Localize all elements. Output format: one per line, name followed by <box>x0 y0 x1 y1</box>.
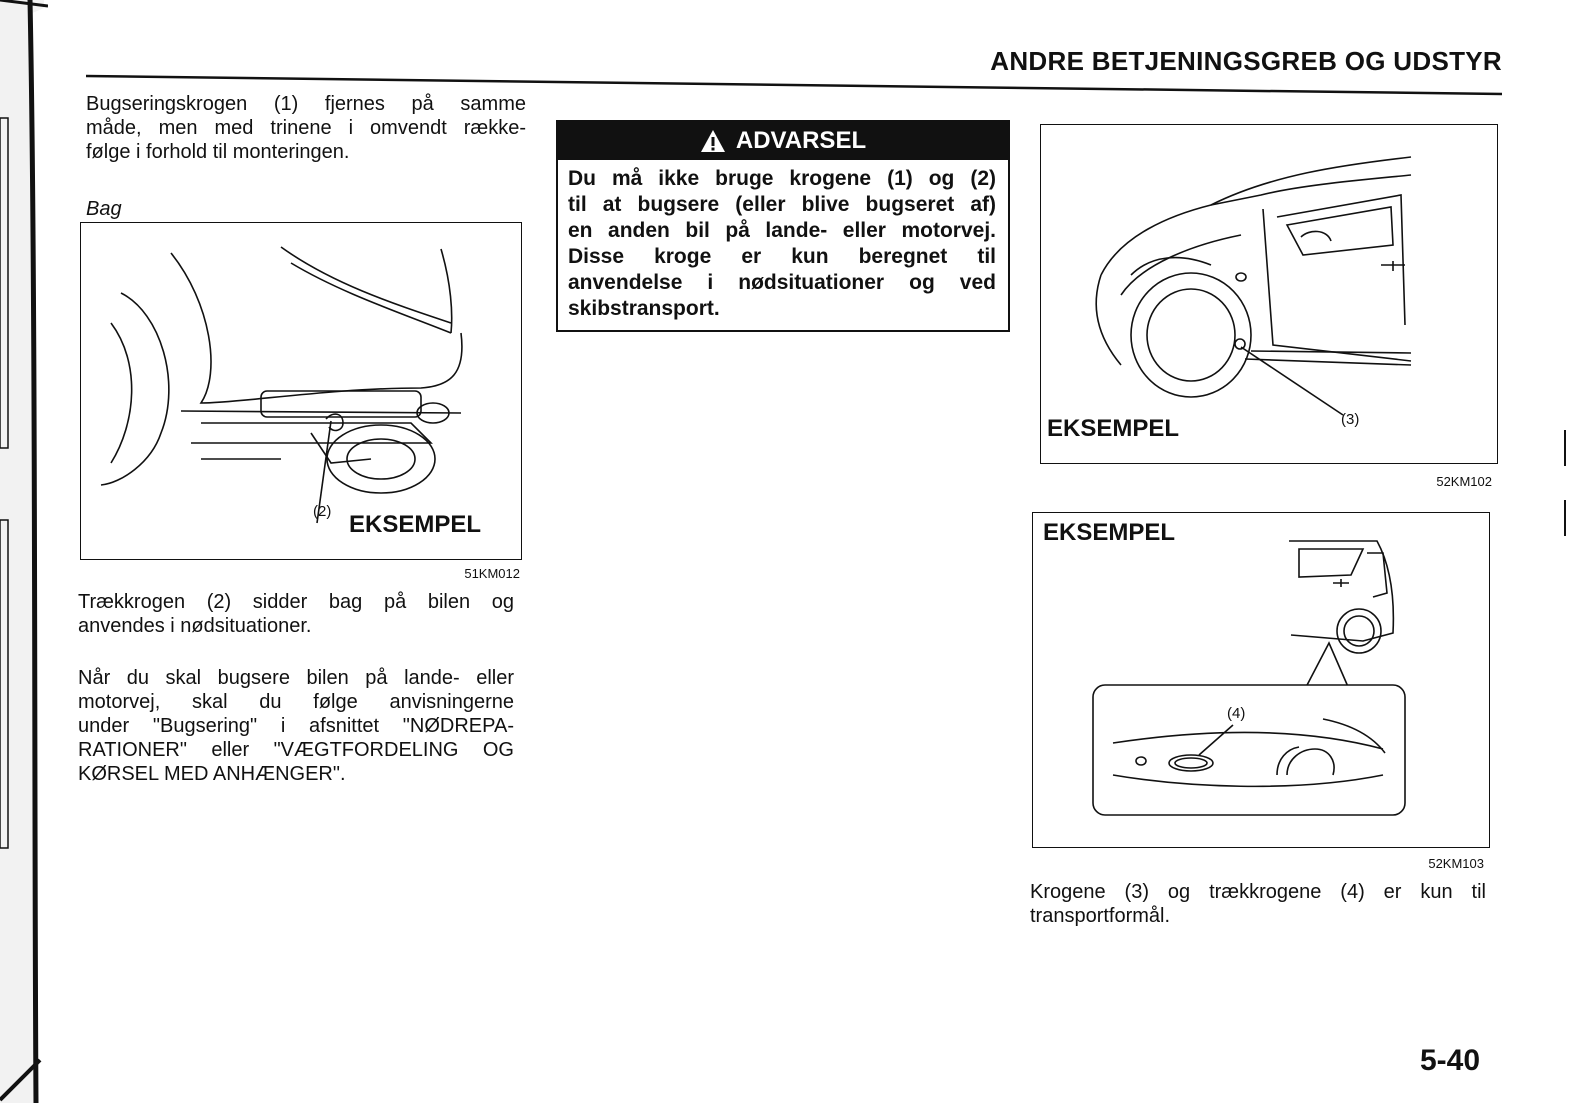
paragraph-line: KØRSEL MED ANHÆNGER". <box>78 763 346 785</box>
example-label: EKSEMPEL <box>349 511 482 538</box>
paragraph-line: anvendes i nødsituationer. <box>78 615 312 637</box>
page-number: 5-40 <box>1420 1044 1481 1077</box>
figure-bag-label: Bag <box>86 198 122 220</box>
intro-line: Bugseringskrogen (1) fjernes på samme <box>86 93 526 115</box>
paragraph-line: RATIONER" eller "VÆGTFORDELING OG <box>78 739 514 761</box>
paragraph-line: under "Bugsering" i afsnittet "NØDREPA- <box>78 715 514 737</box>
front-car-illustration <box>1041 125 1497 463</box>
warning-title: ADVARSEL <box>735 127 867 154</box>
paragraph-bugsere <box>78 666 514 786</box>
warning-box <box>556 120 1010 332</box>
warning-header <box>558 122 1008 160</box>
warning-line: en anden bil på lande- eller motorvej. <box>568 219 996 242</box>
margin-marks <box>1560 420 1570 540</box>
example-label: EKSEMPEL <box>1043 519 1176 546</box>
paragraph-line: motorvej, skal du følge anvisningerne <box>78 691 514 713</box>
callout-4: (4) <box>1227 705 1246 722</box>
warning-line: Disse kroge er kun beregnet til <box>568 245 996 268</box>
paragraph-line: Krogene (3) og trækkrogene (4) er kun til <box>1030 881 1486 903</box>
figure-front-hook <box>1040 124 1498 464</box>
intro-paragraph <box>86 92 526 164</box>
figure-rear-towhook <box>80 222 522 560</box>
intro-line: følge i forhold til monteringen. <box>86 141 350 163</box>
warning-line: anvendelse i nødsituationer og ved <box>568 271 996 294</box>
paragraph-krogene <box>1030 880 1486 928</box>
warning-line: skibstransport. <box>568 297 720 320</box>
example-label: EKSEMPEL <box>1047 415 1180 442</box>
figure-code: 52KM103 <box>1428 856 1484 871</box>
rear-car-illustration <box>1033 513 1489 847</box>
figure-code: 51KM012 <box>464 566 520 581</box>
paragraph-line: Når du skal bugsere bilen på lande- eller <box>78 667 514 689</box>
callout-2: (2) <box>313 503 332 520</box>
figure-rear-hook <box>1032 512 1490 848</box>
rear-underbody-illustration <box>81 223 521 559</box>
paragraph-line: transportformål. <box>1030 905 1171 927</box>
page-header-title: ANDRE BETJENINGSGREB OG UDSTYR <box>990 46 1502 76</box>
paragraph-trekkrogen <box>78 590 514 638</box>
page-binding-edge <box>0 0 48 1103</box>
paragraph-line: Trækkrogen (2) sidder bag på bilen og <box>78 591 514 613</box>
intro-line: måde, men med trinene i omvendt række- <box>86 117 526 139</box>
callout-3: (3) <box>1341 411 1360 428</box>
warning-text <box>568 166 996 322</box>
warning-line: til at bugsere (eller blive bugseret af) <box>568 193 996 216</box>
warning-triangle-icon <box>700 129 726 153</box>
warning-line: Du må ikke bruge krogene (1) og (2) <box>568 167 996 190</box>
figure-code: 52KM102 <box>1436 474 1492 489</box>
